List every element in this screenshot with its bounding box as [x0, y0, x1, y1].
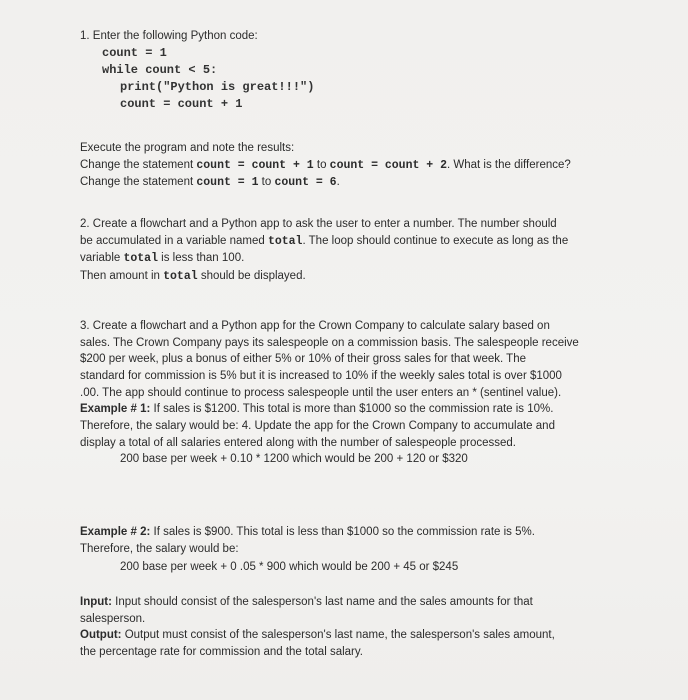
example-2-calculation: 200 base per week + 0 .05 * 900 which would be 200 + 45 or $245 [120, 561, 459, 574]
text: Change the statement [80, 176, 197, 189]
code-inline: total [163, 270, 198, 284]
example-2 [80, 524, 664, 576]
example-2-line [80, 524, 664, 541]
code-inline: count = count + 2 [329, 158, 447, 172]
text: to [258, 176, 275, 189]
q2-line [80, 250, 664, 268]
question-2 [80, 216, 664, 286]
text: to [313, 158, 330, 171]
q3-line: standard for commission is 5% but it is increased to 10% if the weekly sales total is over $1000 [80, 370, 562, 383]
code-inline: count = 1 [196, 176, 259, 190]
text: Output must consist of the salesperson's last name, the salesperson's sales amount, [121, 629, 555, 642]
input-output-spec [80, 594, 664, 661]
output-label: Output: [80, 629, 122, 642]
text: variable [80, 252, 124, 265]
text: should be displayed. [197, 270, 306, 283]
text: Change the statement [80, 158, 197, 171]
q3-line: .00. The app should continue to process salespeople until the user enters an * (sentinel value). [80, 386, 562, 399]
q3-line: sales. The Crown Company pays its salespeople on a commission basis. The salespeople receive [80, 336, 579, 349]
code-inline: total [267, 234, 303, 248]
example-1-label: Example # 1: [80, 403, 151, 416]
code-line: count = 1 [102, 45, 167, 60]
text: . The loop should continue to execute as long as the [302, 234, 569, 247]
example-1-line: display a total of all salaries entered along with the number of salespeople processed. [80, 436, 516, 449]
example-1-calculation: 200 base per week + 0.10 * 1200 which would be 200 + 120 or $320 [120, 453, 468, 466]
code-line: count = count + 1 [120, 96, 243, 111]
q2-line: 2. Create a flowchart and a Python app to ask the user to enter a number. The number should [80, 218, 557, 230]
input-line: salesperson. [80, 612, 146, 625]
change-line-1 [80, 157, 664, 175]
question-1-instructions [80, 140, 664, 192]
q1-heading: 1. Enter the following Python code: [80, 30, 258, 42]
text: . What is the difference? [447, 158, 571, 171]
text: If sales is $900. This total is less than $1000 so the commission rate is 5%. [150, 526, 535, 538]
change-line-2 [80, 174, 664, 192]
text: . [336, 176, 340, 189]
text: Then amount in [80, 270, 164, 283]
code-inline: count = count + 1 [196, 158, 314, 172]
output-line: the percentage rate for commission and the total salary. [80, 646, 363, 659]
input-line [80, 594, 664, 611]
example-1-line: Therefore, the salary would be: 4. Update the app for the Crown Company to accumulate and [80, 420, 555, 433]
input-label: Input: [80, 596, 112, 608]
q2-line [80, 268, 664, 286]
example-1-line [80, 401, 664, 418]
code-inline: count = 6 [274, 176, 337, 190]
text: If sales is $1200. This total is more than $1000 so the commission rate is 10%. [150, 403, 554, 416]
code-block [80, 45, 664, 113]
execute-line: Execute the program and note the results: [80, 142, 295, 154]
question-3 [80, 318, 664, 468]
text: is less than 100. [157, 252, 245, 265]
code-line: while count < 5: [102, 62, 218, 77]
q2-line [80, 233, 664, 251]
question-1 [80, 28, 664, 113]
example-2-label: Example # 2: [80, 526, 151, 538]
example-2-line: Therefore, the salary would be: [80, 542, 239, 555]
code-line: print("Python is great!!!") [120, 79, 315, 94]
text: Input should consist of the salesperson's last name and the sales amounts for that [111, 596, 533, 608]
text: be accumulated in a variable named [80, 234, 268, 247]
q3-line: $200 per week, plus a bonus of either 5% or 10% of their gross sales for that week. The [80, 353, 526, 366]
output-line [80, 627, 664, 644]
code-inline: total [123, 252, 158, 266]
q3-line: 3. Create a flowchart and a Python app for the Crown Company to calculate salary based on [80, 320, 550, 332]
